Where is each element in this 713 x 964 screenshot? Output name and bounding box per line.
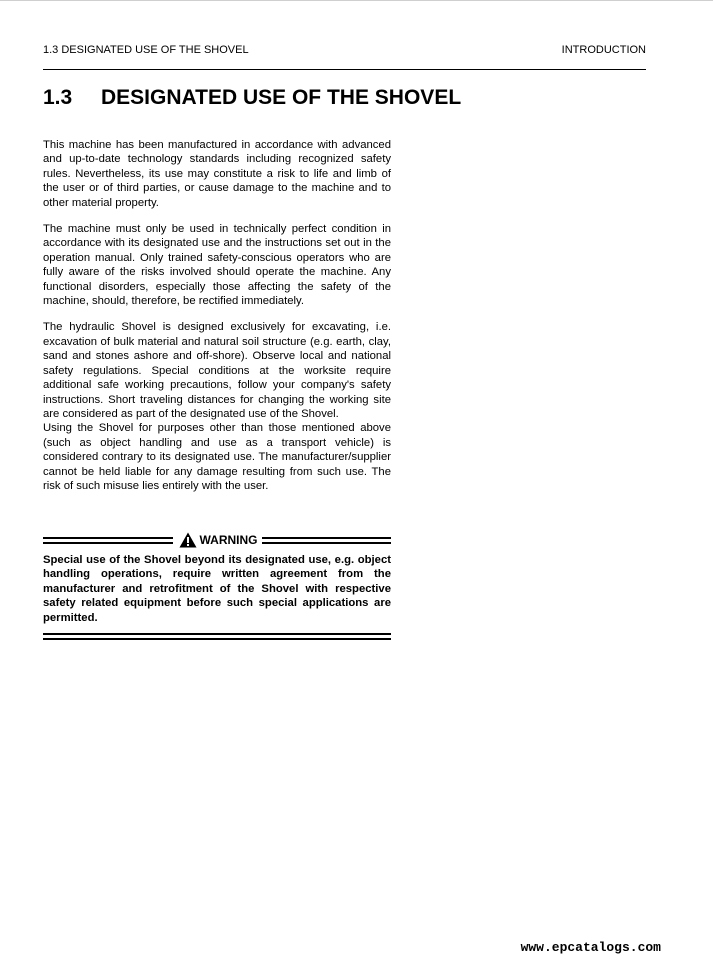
warning-text: Special use of the Shovel beyond its designated use, e.g. object handling operations, require written agreement from the manufacturer and retrofitment of the Shovel with respective safety related equipment before such special applications are permitted. (43, 554, 391, 624)
paragraph-1: This machine has been manufactured in accordance with advanced and up-to-date technology standards including recognized safety rules. Nevertheless, its use may constitute a risk to life and limb of the user or of third parties, or cause damage to the machine and to other material property. (43, 139, 391, 209)
header-divider (43, 69, 646, 70)
paragraph-2: The machine must only be used in technically perfect condition in accordance with its designated use and the instructions set out in the operation manual. Only trained safety-conscious operators who are fully aware of the risks involved should operate the machine. Any functional disorders, especially those affecting the safety of the machine, should, therefore, be rectified immediately. (43, 223, 391, 308)
warning-box (43, 531, 391, 640)
section-number: 1.3 (43, 86, 73, 109)
body-text-column (43, 138, 391, 505)
warning-header-rule-right (262, 537, 392, 544)
warning-bottom-rule (43, 633, 391, 640)
running-header-chapter: INTRODUCTION (561, 44, 646, 56)
watermark-url: www.epcatalogs.com (520, 940, 661, 955)
paragraph-4: Using the Shovel for purposes other than those mentioned above (such as object handling and use as a transport vehicle) is considered contrary to its designated use. The manufacturer/supplier cannot be held liable for any damage resulting from such use. The risk of such misuse lies entirely with the user. (43, 422, 391, 492)
running-header-section: 1.3 DESIGNATED USE OF THE SHOVEL (43, 44, 249, 56)
warning-header (43, 531, 391, 549)
warning-label: WARNING (199, 533, 258, 547)
section-heading (43, 86, 461, 110)
paragraph-3: The hydraulic Shovel is designed exclusively for excavating, i.e. excavation of bulk material and natural soil structure (e.g. earth, clay, sand and stones ashore and off-shore). Observe local and national safety regulations. Special conditions at the worksite require additional safe working precautions, follow your company's safety instructions. Short traveling distances for changing the working site are considered as part of the designated use of the Shovel. (43, 321, 391, 420)
page-top-border (0, 0, 713, 1)
warning-triangle-icon (179, 532, 197, 548)
warning-label-group (173, 532, 262, 548)
section-title-text: DESIGNATED USE OF THE SHOVEL (101, 86, 462, 109)
warning-header-rule-left (43, 537, 173, 544)
